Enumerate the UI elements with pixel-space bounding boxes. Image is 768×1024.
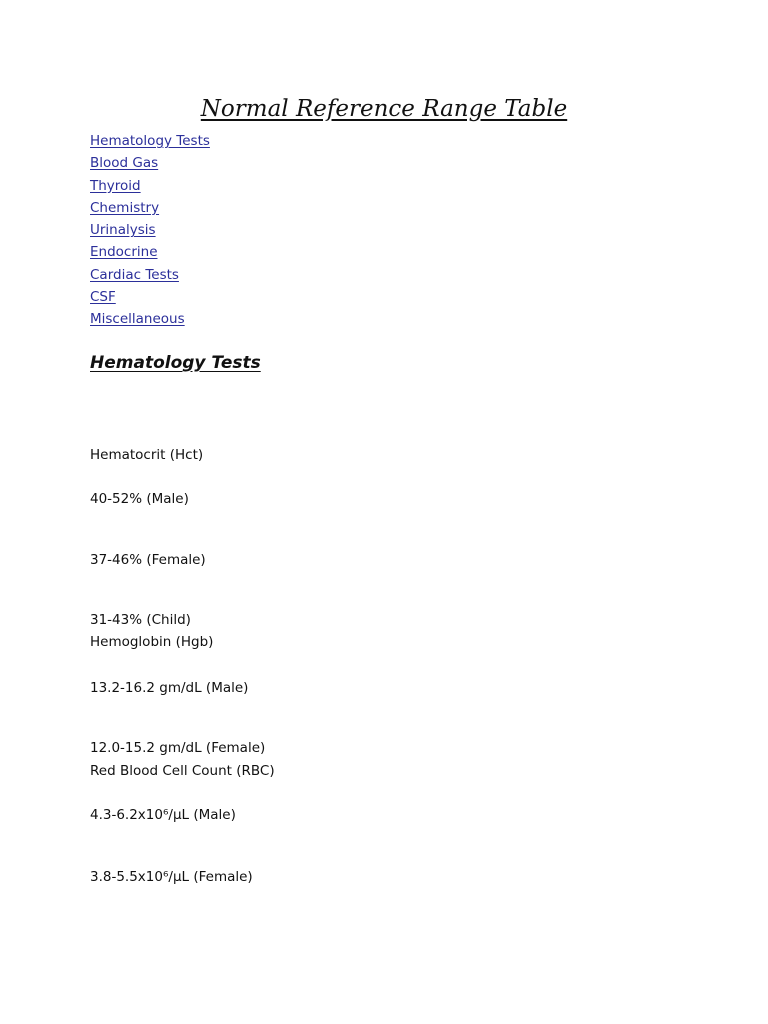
toc-item <box>90 129 210 151</box>
table-of-contents <box>90 129 210 330</box>
toc-item <box>90 307 210 329</box>
test-name-hemoglobin: Hemoglobin (Hgb) <box>90 634 214 650</box>
toc-link-csf[interactable]: CSF <box>90 289 116 306</box>
test-name-rbc: Red Blood Cell Count (RBC) <box>90 763 275 779</box>
test-name-hematocrit: Hematocrit (Hct) <box>90 447 204 463</box>
toc-link-miscellaneous[interactable]: Miscellaneous <box>90 311 185 328</box>
toc-item <box>90 151 210 173</box>
range-hematocrit-child: 31-43% (Child) <box>90 612 191 628</box>
toc-link-blood-gas[interactable]: Blood Gas <box>90 155 159 172</box>
toc-link-hematology-tests[interactable]: Hematology Tests <box>90 133 210 149</box>
toc-item <box>90 174 210 196</box>
toc-link-urinalysis[interactable]: Urinalysis <box>90 222 156 239</box>
toc-item <box>90 240 210 262</box>
range-rbc-male: 4.3-6.2x10⁶/µL (Male) <box>90 807 236 823</box>
section-heading-hematology: Hematology Tests <box>90 353 261 373</box>
toc-item <box>90 263 210 285</box>
toc-item <box>90 285 210 307</box>
range-rbc-female: 3.8-5.5x10⁶/µL (Female) <box>90 869 253 885</box>
toc-item <box>90 196 210 218</box>
page-title: Normal Reference Range Table <box>200 96 568 122</box>
toc-link-endocrine[interactable]: Endocrine <box>90 244 158 261</box>
range-hematocrit-male: 40-52% (Male) <box>90 491 189 507</box>
toc-link-thyroid[interactable]: Thyroid <box>90 177 141 194</box>
range-hematocrit-female: 37-46% (Female) <box>90 552 206 568</box>
range-hemoglobin-female: 12.0-15.2 gm/dL (Female) <box>90 740 266 756</box>
toc-link-cardiac-tests[interactable]: Cardiac Tests <box>90 266 179 283</box>
toc-item <box>90 218 210 240</box>
toc-link-chemistry[interactable]: Chemistry <box>90 199 160 216</box>
range-hemoglobin-male: 13.2-16.2 gm/dL (Male) <box>90 680 249 696</box>
